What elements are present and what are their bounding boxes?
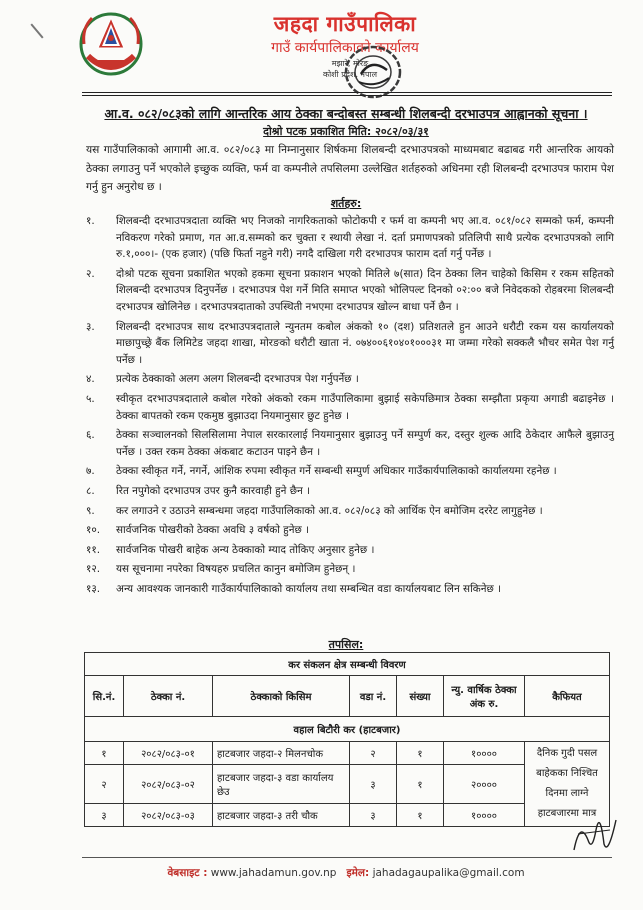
condition-number: ११. (86, 543, 101, 556)
table-row (85, 742, 610, 765)
col-contract-no: ठेक्का नं. (124, 676, 213, 717)
condition-number: १२. (86, 563, 101, 576)
condition-text: शिलबन्दी दरभाउपत्र साथ दरभाउपत्रदाताले न्युनतम कबोल अंकको १० (दश) प्रतिशतले हुन आउने धरौटी रकम यस कार्यालयको माछापुच्छ्रे बैंक लिमिटेड जहदा शाखा, मोरङको धरौटी खाता नं. ०७४००६१०४०१०००३१ मा जम्मा गरेको सक्कलै भौचर समेत पेश गर्नु पर्नेछ । (116, 320, 614, 366)
condition-text: ठेक्का सञ्चालनको सिलसिलामा नेपाल सरकारलाई नियमानुसार बुझाउनु पर्ने सम्पुर्ण कर, दस्तुर शुल्क आदि ठेकेदार आफैले बुझाउनु पर्नेछ । उक्त रकम ठेक्का अंकबाट कटाउन पाइने छैन । (116, 429, 614, 458)
condition-item (86, 581, 614, 598)
condition-text: स्वीकृत दरभाउपत्रदाताले कबोल गरेको अंकको रकम गाउँपालिकामा बुझाई सकेपछिमात्र ठेक्का सम्झौता प्रकृया अगाडी बढाइनेछ । ठेक्का बापतको रकम एकमुष्ठ बुझाउदा नियमानुसार छुट हुनेछ । (116, 392, 614, 422)
cell-ward: ३ (350, 804, 397, 827)
website-link[interactable]: www.jahadamun.gov.np (210, 867, 337, 879)
header-rule (82, 92, 612, 93)
condition-item (86, 391, 614, 424)
condition-text: प्रत्येक ठेक्काको अलग अलग शिलबन्दी दरभाउपत्र पेश गर्नुपर्नेछ । (116, 373, 359, 386)
condition-item (86, 213, 614, 263)
condition-item (86, 522, 614, 539)
conditions-list (86, 213, 614, 600)
condition-text: अन्य आवश्यक जानकारी गाउँकार्यपालिकाको कार्यालय तथा सम्बन्धित वडा कार्यालयबाट लिन सकिनेछ । (116, 582, 502, 595)
header-rule-thin (82, 95, 612, 96)
cell-contract-type: हाटबजार जहदा-३ तरी चौक (213, 804, 350, 827)
col-contract-type: ठेक्काको किसिम (213, 676, 350, 717)
cell-count: १ (397, 804, 444, 827)
cell-contract-no: २०८२/०८३-०२ (124, 764, 213, 804)
address-line: मझारे, मोरङ (331, 59, 369, 68)
schedule-heading: तपसिल: (328, 638, 364, 651)
cell-contract-no: २०८२/०८३-०१ (124, 742, 213, 765)
condition-number: ५. (86, 392, 95, 405)
condition-item (86, 371, 614, 388)
cell-amount: १०००० (444, 804, 525, 827)
footer-rule (82, 857, 612, 858)
condition-text: रित नपुगेको दरभाउपत्र उपर कुनै कारवाही हुने छैन । (116, 484, 311, 497)
condition-text: शिलबन्दी दरभाउपत्रदाता व्यक्ति भए निजको नागरिकताको फोटोकपी र फर्म वा कम्पनी भए आ.व. ०८१/०८२ सम्मको फर्म, कम्पनी नविकरण गरेको प्रमाण, गत आ.व.सम्मको कर चुक्ता र स्थायी लेखा नं. दर्ता प्रमाणपत्रको प्रतिलिपी साथै प्रत्येक दरभाउपत्रको लागि रु.१,०००।- (एक हजार) (पछि फिर्ता नहुने गरी) नगदै दाखिला गरी दरभाउपत्र फाराम दर्ता गर्नु पर्नेछ । (116, 215, 614, 261)
table-category-row (85, 717, 610, 742)
cell-amount: २०००० (444, 764, 525, 804)
condition-item (86, 483, 614, 500)
schedule-table (84, 652, 610, 827)
condition-number: १. (86, 215, 95, 227)
condition-text: सार्वजनिक पोखरीको ठेक्का अवधि ३ वर्षको हुनेछ । (116, 524, 309, 537)
address-line: कोशी प्रदेश, नेपाल (322, 70, 378, 79)
condition-item (86, 427, 614, 460)
condition-item (86, 561, 614, 578)
email-label: इमेल: (346, 867, 370, 879)
cell-remarks: दैनिक गुदी पसल बाहेकका निश्चित दिनमा लाग्ने हाटबजारमा मात्र (525, 742, 610, 827)
col-remarks: कैफियत (525, 676, 610, 717)
municipality-name: जहदा गाउँपालिका (273, 12, 417, 36)
group-header: कर संकलन क्षेत्र सम्बन्धी विवरण (85, 653, 610, 676)
cell-serial: २ (85, 764, 124, 804)
col-serial: सि.नं. (85, 676, 124, 717)
condition-item (86, 542, 614, 559)
table-header-row (85, 676, 610, 717)
col-amount: न्यु. वार्षिक ठेक्का अंक रु. (444, 676, 525, 717)
condition-text: कर लगाउने र उठाउने सम्बन्धमा जहदा गाउँपालिकाको आ.व. ०८२/०८३ को आर्थिक ऐन बमोजिम दररेट लागुहुनेछ । (116, 504, 543, 517)
notice-intro: यस गाउँपालिकाको आगामी आ.व. ०८२/०८३ मा निम्नानुसार शिर्षकमा शिलबन्दी दरभाउपत्रको माध्यमबाट बढाबढ गरी आन्तरिक आयको ठेक्का लगाउनु पर्ने भएकोले इच्छुक व्यक्ति, फर्म वा कम्पनीले तपसिलमा उल्लेखित शर्तहरुको अधिनमा रही शिलबन्दी दरभाउपत्र फाराम पेश गर्नु हुन अनुरोध छ । (86, 144, 614, 193)
cell-contract-type: हाटबजार जहदा-२ मिलनचोक (213, 742, 350, 765)
cell-count: १ (397, 764, 444, 804)
cell-ward: २ (350, 742, 397, 765)
publication-date: दोश्रो पटक प्रकाशित मिति: २०८२/०३/३१ (263, 125, 429, 138)
condition-text: यस सूचनामा नपरेका विषयहरु प्रचलित कानुन बमोजिम हुनेछन् । (116, 563, 356, 576)
cell-amount: १०००० (444, 742, 525, 765)
condition-number: ३. (86, 320, 95, 333)
condition-number: १०. (86, 524, 101, 537)
condition-number: ६. (86, 429, 95, 442)
email-link[interactable]: jahadagaupalika@gmail.com (372, 867, 525, 879)
cell-serial: १ (85, 742, 124, 765)
condition-text: सार्वजनिक पोखरी बाहेक अन्य ठेक्काको म्याद तोकिए अनुसार हुनेछ । (116, 543, 375, 556)
condition-item (86, 503, 614, 520)
condition-item (86, 266, 614, 316)
nepal-emblem-icon (78, 8, 144, 78)
website-label: वेबसाइट : (167, 867, 208, 879)
category-label: वहाल बिटौरी कर (हाटबजार) (85, 717, 610, 742)
condition-number: ४. (86, 373, 95, 386)
scan-mark (30, 23, 43, 38)
conditions-heading: शर्तहरु: (330, 197, 362, 210)
signature-icon (566, 800, 626, 860)
condition-number: ७. (86, 465, 95, 478)
condition-item (86, 319, 614, 369)
cell-ward: ३ (350, 764, 397, 804)
col-ward: वडा नं. (350, 676, 397, 717)
condition-item (86, 463, 614, 480)
condition-number: ८. (86, 484, 95, 497)
cell-contract-no: २०८२/०८३-०३ (124, 804, 213, 827)
footer-contact (86, 866, 606, 880)
table-group-row (85, 653, 610, 676)
condition-text: दोश्रो पटक सूचना प्रकाशित भएको हकमा सूचना प्रकाशन भएको मितिले ७(सात) दिन ठेक्का लिन चाहेको किसिम र रकम सहितको शिलबन्दी दरभाउपत्र दिनुपर्नेछ । दरभाउपत्र पेश गर्ने मिति समाप्त भएको भोलिपल्ट दिनको ०२:०० बजे निवेदकको रोहबरमा शिलबन्दी दरभाउपत्र खोलिनेछ । दरभाउपत्रदाताको उपस्थिती नभएमा दरभाउपत्र खोल्न बाधा पर्ने छैन । (116, 267, 614, 313)
notice-title: आ.व. ०८२/०८३को लागि आन्तरिक आय ठेक्का बन्दोबस्त सम्बन्धी शिलबन्दी दरभाउपत्र आह्वानको सूचना । (104, 106, 588, 121)
condition-number: २. (86, 267, 95, 280)
col-count: संख्या (397, 676, 444, 717)
condition-number: ९. (86, 504, 95, 517)
cell-serial: ३ (85, 804, 124, 827)
cell-count: १ (397, 742, 444, 765)
cell-contract-type: हाटबजार जहदा-३ वडा कार्यालय छेउ (213, 764, 350, 804)
office-name: गाउँ कार्यपालिकाको कार्यालय (271, 40, 419, 56)
condition-text: ठेक्का स्वीकृत गर्ने, नगर्ने, आंशिक रुपमा स्वीकृत गर्ने सम्बन्धी सम्पुर्ण अधिकार गाउँकार्यपालिकाको कार्यालयमा रहनेछ । (116, 465, 557, 478)
condition-number: १३. (86, 582, 101, 595)
